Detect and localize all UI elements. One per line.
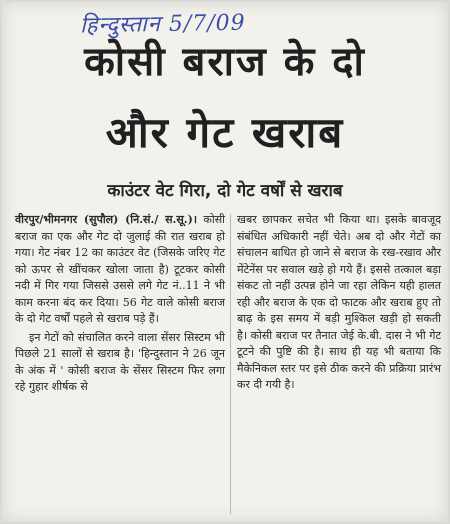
handwritten-date-note: हिन्दुस्तान 5/7/09 — [79, 10, 246, 39]
paragraph-text: कोसी बराज का एक और गेट दो जुलाई की रात खराब हो गया। गेट नंबर 12 का काउंटर वेट (जिसके जरिए गेट को ऊपर से खींचकर खोला जाता है) टूटकर कोसी नदी में गिर गया जिससे उससे लगे गेट नं..11 ने भी काम करना बंद कर दिया। 56 गेट वाले कोसी बराज के दो गेट वर्षों पहले से खराब पड़े हैं। — [15, 213, 226, 325]
column-divider — [230, 214, 231, 514]
article-paragraph: खबर छापकर सचेत भी किया था। इसके बावजूद संबंधित अधिकारी नहीं चेते। अब दो और गेटों का संचालन बाधित हो जाने से बराज के रख-रखाव और मेंटेनेंस पर सवाल खड़े हो गये हैं। इससे तत्काल बड़ा संकट तो नहीं उत्पन्न होने जा रहा लेकिन यही हालत रही और बराज के एक दो फाटक और खराब हुए तो बाढ़ के इस समय में बड़ी मुश्किल खड़ी हो सकती है। कोसी बराज पर तैनात जेई के.बी. दास ने भी गेट टूटने की पुष्टि की है। साथ ही यह भी बताया कि मैकेनिकल स्तर पर इसे ठीक करने की प्रक्रिया प्रारंभ कर दी गयी है। — [237, 213, 441, 391]
article-column-right — [237, 212, 441, 394]
subheadline: काउंटर वेट गिरा, दो गेट वर्षों से खराब — [107, 181, 343, 201]
dateline: वीरपुर/भीमनगर (सुपौल) (नि.सं./ स.सू.)। — [15, 213, 197, 226]
headline-line-2: और गेट खराब — [105, 108, 345, 157]
newspaper-clipping — [2, 2, 448, 522]
article-paragraph: इन गेटों को संचालित करने वाला सेंसर सिस्टम भी पिछले 21 सालों से खराब है। 'हिन्दुस्तान ने 26 जून के अंक में ' कोसी बराज के सेंसर सिस्टम फिर लगा रहे गुहार शीर्षक से — [15, 330, 225, 393]
headline-line-1: कोसी बराज के दो — [84, 39, 366, 85]
article-column-left — [15, 212, 225, 396]
article-paragraph — [15, 212, 225, 328]
